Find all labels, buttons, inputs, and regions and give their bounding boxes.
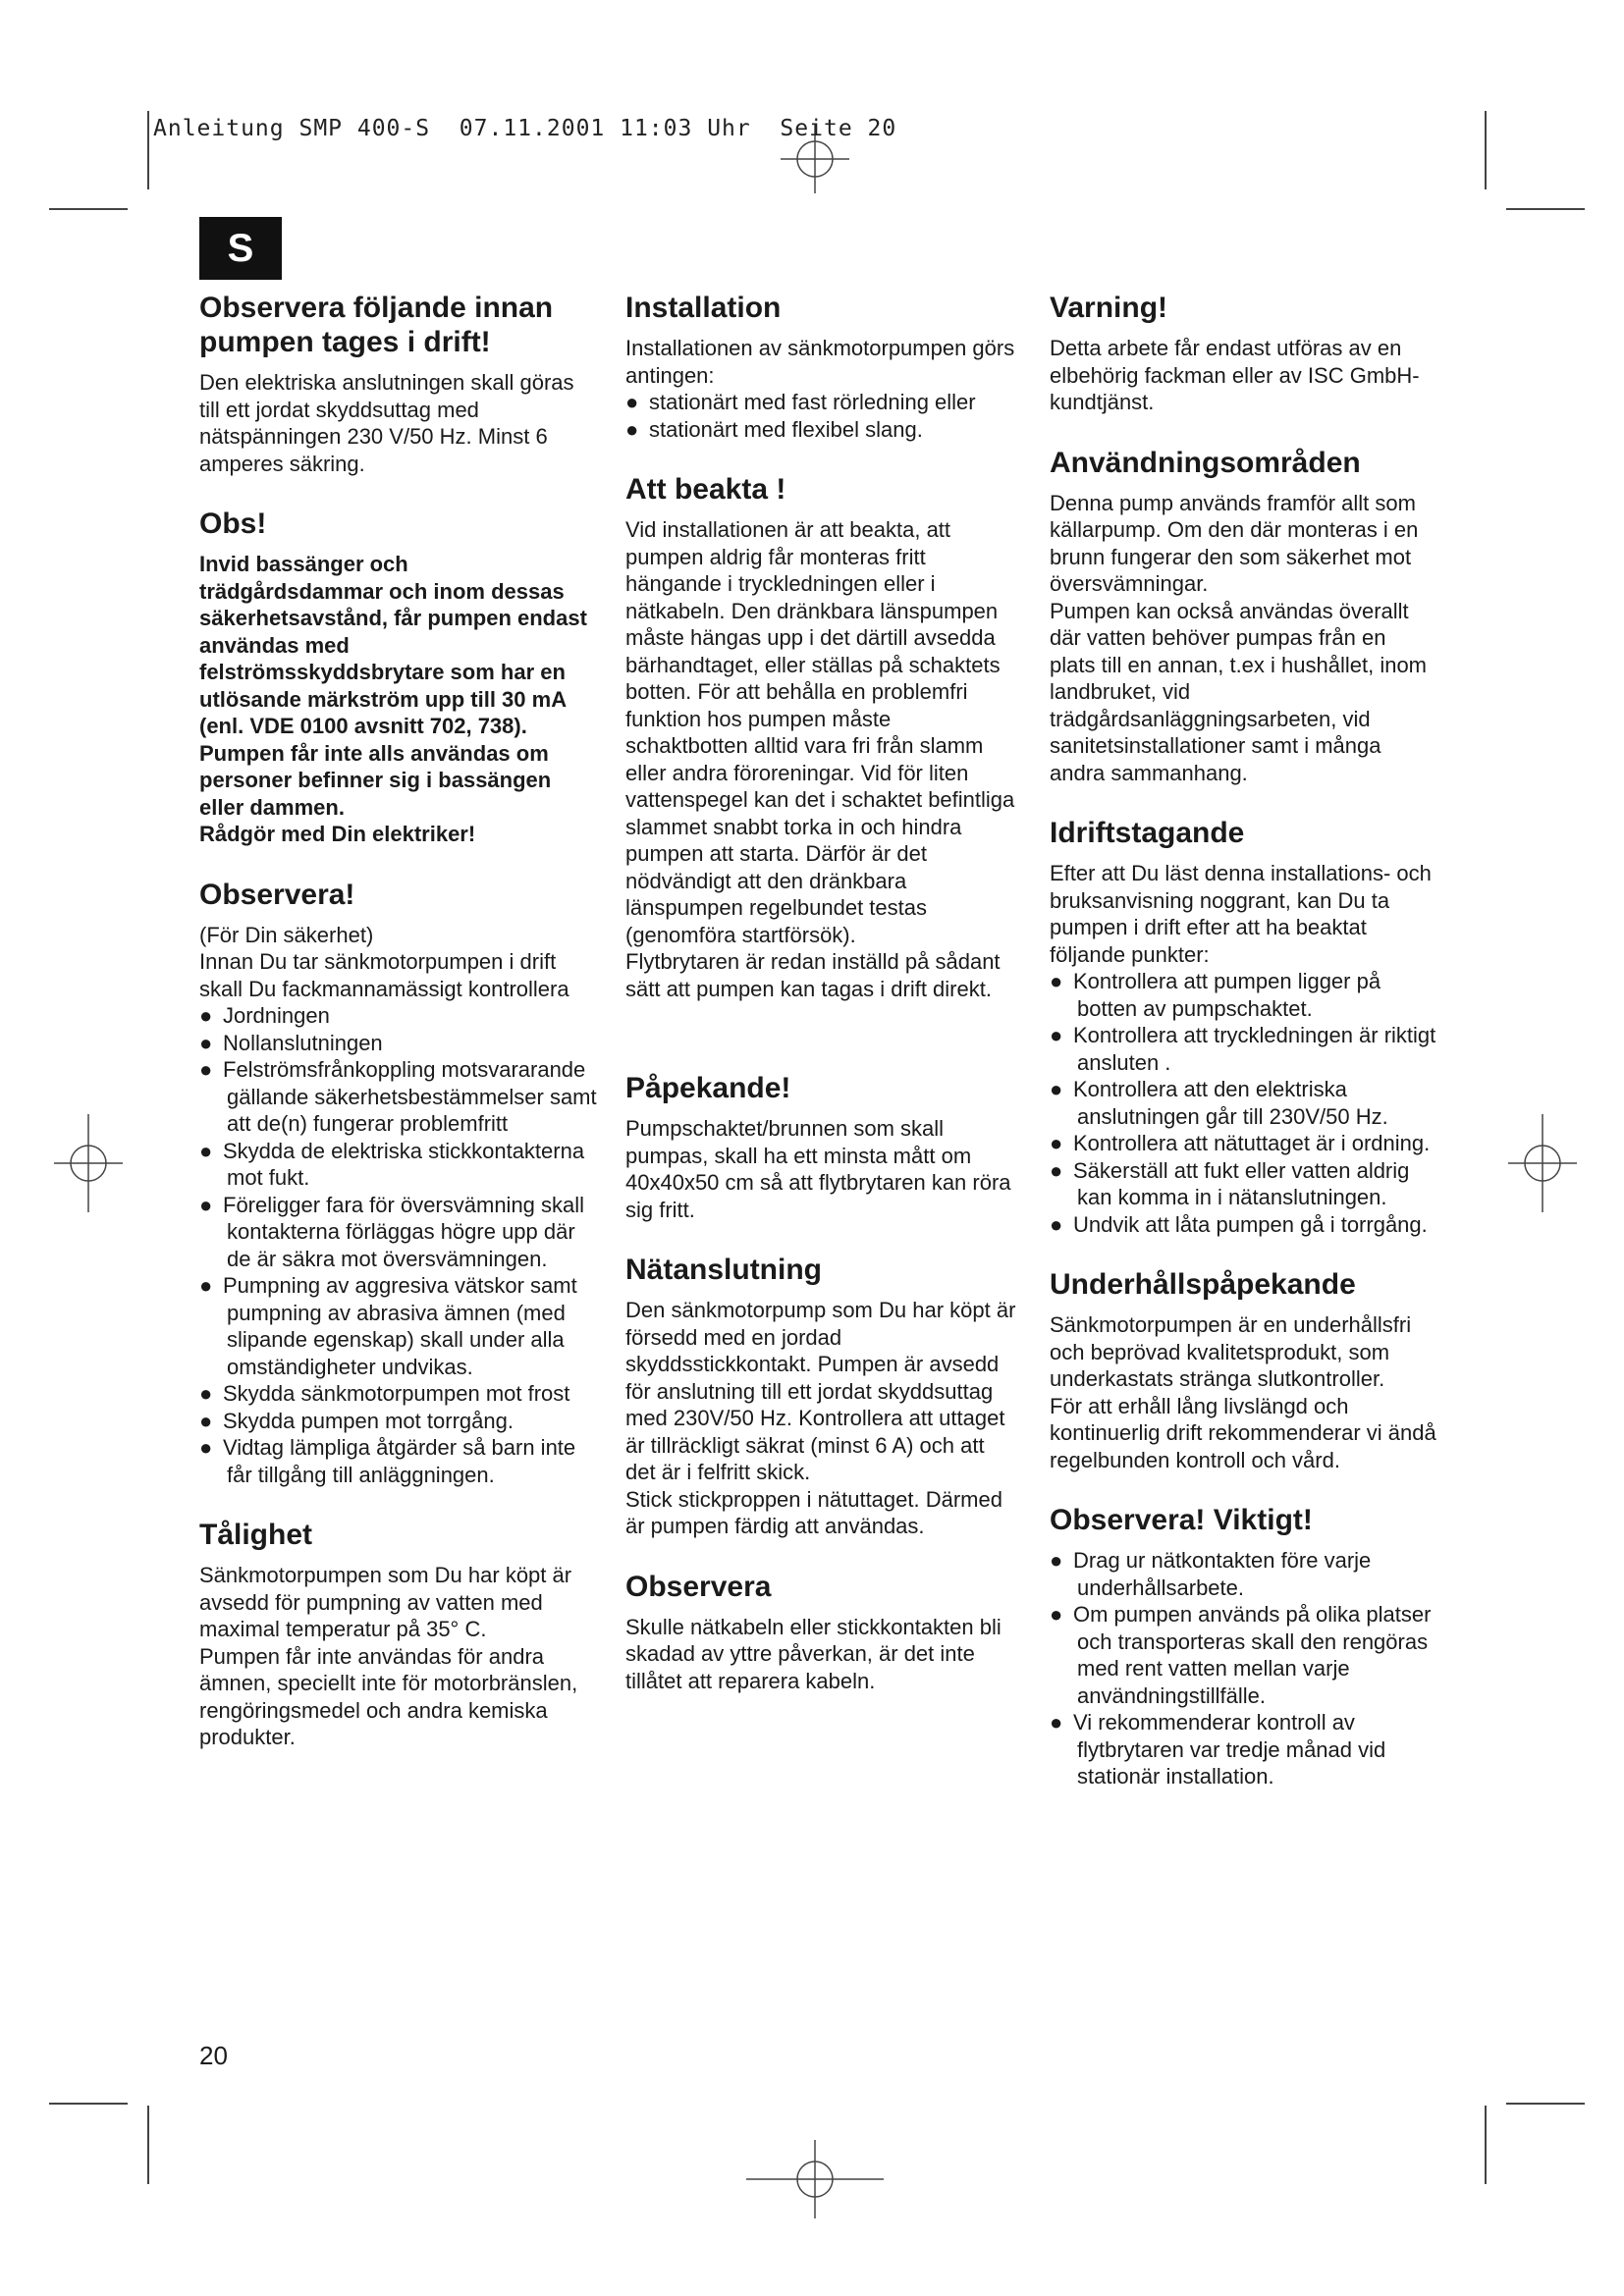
list-item: ● Nollanslutningen [199, 1030, 597, 1057]
section-heading: Observera [625, 1570, 772, 1603]
paragraph: Sänkmotorpumpen är en underhållsfri och beprövad kvalitetsprodukt, som underkastats stränga slutkontroller. [1050, 1312, 1412, 1391]
section-anvandningsomraden [1050, 446, 1437, 787]
section-underhall [1050, 1267, 1437, 1473]
paragraph: Pumpen får inte användas för andra ämnen, speciellt inte för motorbränslen, rengöringsmedel och andra kemiska produkter. [199, 1643, 578, 1749]
section-heading: Påpekande! [625, 1072, 791, 1104]
section-natanslutning [625, 1253, 1018, 1540]
section-heading: Varning! [1050, 292, 1168, 324]
bullet-list [625, 389, 1018, 443]
section-heading: Installation [625, 292, 782, 324]
section-observera [199, 878, 597, 1489]
paragraph: Pumpschaktet/brunnen som skall pumpas, skall ha ett minsta mått om 40x40x50 cm så att flytbrytaren kan röra sig fritt. [625, 1116, 1011, 1222]
list-item: ● Vi rekommenderar kontroll av flytbrytaren var tredje månad vid stationär installation. [1050, 1709, 1437, 1790]
list-item: ● Felströmsfrånkoppling motsvararande gällande säkerhetsbestämmelser samt att de(n) fungerar problemfritt [199, 1056, 597, 1138]
running-head: Anleitung SMP 400-S 07.11.2001 11:03 Uhr Seite 20 [153, 116, 897, 141]
list-item: ● Skydda pumpen mot torrgång. [199, 1408, 597, 1435]
list-item: ● Skydda de elektriska stickkontakterna mot fukt. [199, 1138, 597, 1192]
bullet-list [1050, 968, 1437, 1238]
list-item: ● Säkerställ att fukt eller vatten aldrig kan komma in i nätanslutningen. [1050, 1157, 1437, 1211]
section-heading: Användningsområden [1050, 446, 1361, 479]
crop-mark [147, 2106, 149, 2184]
section-varning [1050, 291, 1437, 416]
section-heading: Nätanslutning [625, 1254, 822, 1286]
section-heading: Observera! [199, 878, 355, 911]
paragraph: Skulle nätkabeln eller stickkontakten bli skadad av yttre påverkan, är det inte tillåtet att reparera kabeln. [625, 1614, 1001, 1693]
section-att-beakta [625, 472, 1018, 1002]
paragraph: Den sänkmotorpump som Du har köpt är försedd med en jordad skyddsstickkontakt. Pumpen är avsedd för anslutning till ett jordat skyddsuttag med 230V/50 Hz. Kontrollera att uttaget är tillräckligt säkrat (minst 6 A) och att det är i felfritt skick. [625, 1298, 1016, 1484]
paragraph-bold: Rådgör med Din elektriker! [199, 822, 476, 846]
list-item: ● Undvik att låta pumpen gå i torrgång. [1050, 1211, 1437, 1239]
paragraph: Denna pump används framför allt som källarpump. Om den där monteras i en brunn fungerar den som säkerhet mot översvämningar. [1050, 490, 1419, 596]
registration-mark-icon [1508, 1114, 1577, 1212]
paragraph: Flytbrytaren är redan inställd på sådant sätt att pumpen kan tagas i drift direkt. [625, 949, 1001, 1001]
column-2 [625, 291, 1018, 1724]
section-papekande [625, 1071, 1018, 1223]
paragraph: Vid installationen är att beakta, att pumpen aldrig får monteras fritt hängande i tryckledningen eller i nätkabeln. Den dränkbara länspumpen måste hängas upp i det därtill avsedda bärhandtaget, eller ställas på schaktets botten. För att behålla en problemfri funktion hos pumpen måste schaktbotten alltid vara fri från slamm eller andra föroreningar. Vid för liten vattenspegel kan det i schaktet befintliga slammet snabbt torka in och hindra pumpen att starta. Därför är det nödvändigt att den dränkbara länspumpen regelbundet testas (genomföra startförsök). [625, 517, 1015, 947]
paragraph: Pumpen kan också användas överallt där vatten behöver pumpas från en plats till en annan, t.ex i hushållet, inom landbruket, vid trädgårdsanläggningsarbeten, vid sanitetsinstallationer samt i många andra sammanhang. [1050, 598, 1428, 785]
list-item: ● Kontrollera att nätuttaget är i ordning. [1050, 1130, 1437, 1157]
section-observera-kabel [625, 1570, 1018, 1695]
section-installation [625, 291, 1018, 443]
paragraph: Sänkmotorpumpen som Du har köpt är avsedd för pumpning av vatten med maximal temperatur på 35° C. [199, 1563, 572, 1641]
registration-mark-icon [746, 2140, 884, 2218]
list-item: ● stationärt med fast rörledning eller [625, 389, 1018, 416]
list-item: ● Kontrollera att pumpen ligger på botten av pumpschaktet. [1050, 968, 1437, 1022]
section-talighet [199, 1518, 597, 1751]
paragraph: Den elektriska anslutningen skall göras till ett jordat skyddsuttag med nätspänningen 230 V/50 Hz. Minst 6 amperes säkring. [199, 370, 574, 476]
list-item: ● Pumpning av aggresiva vätskor samt pumpning av abrasiva ämnen (med slipande egenskap) skall under alla omständigheter undvikas. [199, 1272, 597, 1380]
paragraph: För att erhåll lång livslängd och kontinuerlig drift rekommenderar vi ändå regelbunden kontroll och vård. [1050, 1393, 1436, 1472]
list-item: ● Föreligger fara för översvämning skall kontakterna förläggas högre upp där de är säkra mot översvämningen. [199, 1192, 597, 1273]
paragraph: Detta arbete får endast utföras av en elbehörig fackman eller av ISC GmbH-kundtjänst. [1050, 336, 1420, 414]
paragraph: (För Din säkerhet) [199, 922, 374, 947]
column-1 [199, 291, 597, 1781]
crop-mark [1485, 111, 1487, 189]
column-3 [1050, 291, 1437, 1820]
list-item: ● stationärt med flexibel slang. [625, 416, 1018, 444]
list-item: ● Jordningen [199, 1002, 597, 1030]
list-item: ● Kontrollera att den elektriska anslutningen går till 230V/50 Hz. [1050, 1076, 1437, 1130]
crop-mark [1506, 208, 1585, 210]
paragraph-bold: Invid bassänger och trädgårdsdammar och inom dessas säkerhetsavstånd, får pumpen endast användas med felströmsskyddsbrytare som har en utlösande märkström upp till 30 mA (enl. VDE 0100 avsnitt 702, 738). Pumpen får inte alls användas om personer befinner sig i bassängen eller dammen. [199, 552, 587, 820]
list-item: ● Drag ur nätkontakten före varje underhållsarbete. [1050, 1547, 1437, 1601]
paragraph: Innan Du tar sänkmotorpumpen i drift skall Du fackmannamässigt kontrollera [199, 949, 569, 1001]
registration-mark-icon [54, 1114, 123, 1212]
paragraph: Stick stickproppen i nätuttaget. Därmed är pumpen färdig att användas. [625, 1486, 1002, 1538]
crop-mark [147, 111, 149, 189]
section-heading: Tålighet [199, 1519, 313, 1551]
section-heading: Idriftstagande [1050, 817, 1245, 849]
bullet-list [199, 1002, 597, 1488]
list-item: ● Om pumpen används på olika platser och transporteras skall den rengöras med rent vatten mellan varje användningstillfälle. [1050, 1601, 1437, 1709]
section-safety-before-use [199, 291, 597, 477]
crop-mark [49, 2103, 128, 2105]
section-obs [199, 507, 597, 848]
list-item: ● Skydda sänkmotorpumpen mot frost [199, 1380, 597, 1408]
paragraph: Efter att Du läst denna installations- och bruksanvisning noggrant, kan Du ta pumpen i drift efter att ha beaktat följande punkter: [1050, 861, 1432, 967]
section-tab: S [199, 217, 282, 280]
list-item: ● Vidtag lämpliga åtgärder så barn inte får tillgång till anläggningen. [199, 1434, 597, 1488]
crop-mark [49, 208, 128, 210]
crop-mark [1485, 2106, 1487, 2184]
section-heading: Obs! [199, 507, 267, 540]
bullet-list [1050, 1547, 1437, 1790]
section-heading: Observera! Viktigt! [1050, 1504, 1313, 1536]
section-heading: Observera följande innan pumpen tages i drift! [199, 292, 554, 358]
section-heading: Underhållspåpekande [1050, 1268, 1356, 1301]
list-item: ● Kontrollera att tryckledningen är riktigt ansluten . [1050, 1022, 1437, 1076]
page-number: 20 [199, 2041, 228, 2070]
section-idriftstagande [1050, 816, 1437, 1238]
paragraph: Installationen av sänkmotorpumpen görs antingen: [625, 336, 1015, 388]
section-heading: Att beakta ! [625, 473, 786, 506]
section-viktigt [1050, 1503, 1437, 1790]
crop-mark [1506, 2103, 1585, 2105]
